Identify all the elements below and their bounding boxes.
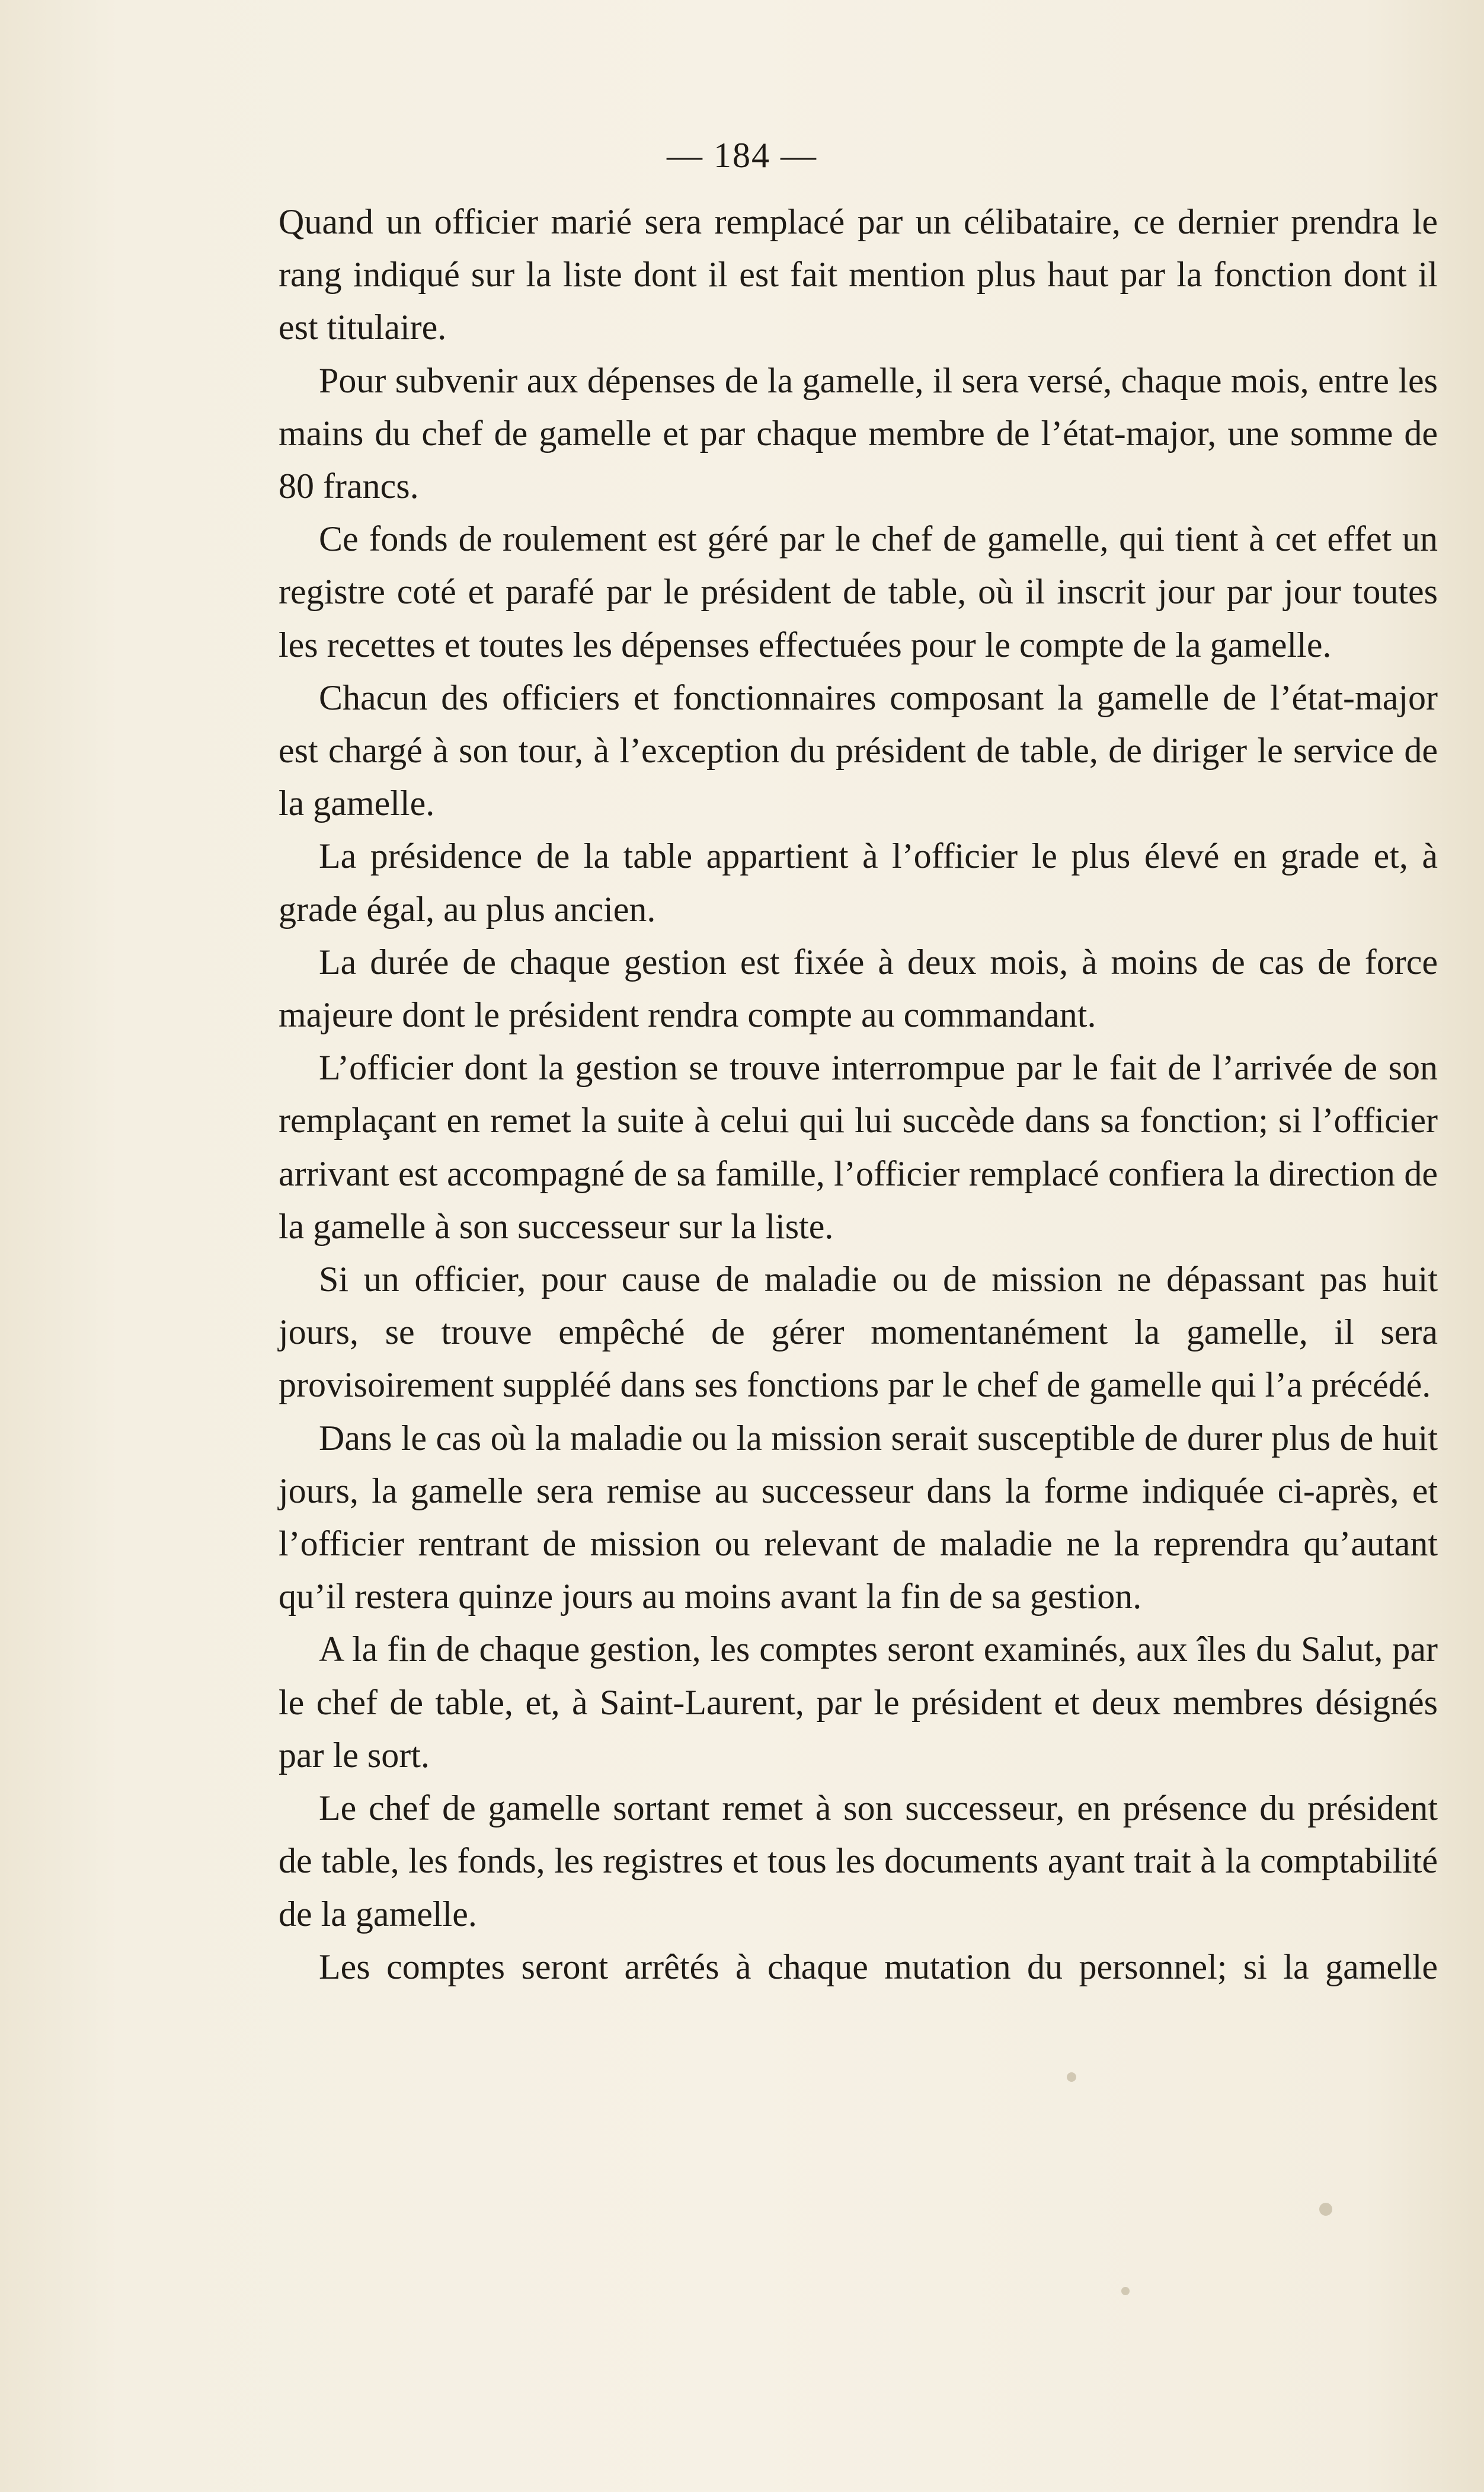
paper-speck xyxy=(1067,2072,1076,2082)
paragraph: Quand un officier marié sera remplacé par un célibataire, ce dernier prendra le rang indiqué sur la liste dont il est fait mention plus haut par la fonction dont il est titulaire. xyxy=(279,202,1438,347)
paragraph: La présidence de la table appartient à l’officier le plus élevé en grade et, à grade égal, au plus ancien. xyxy=(279,836,1438,929)
paragraph: Les comptes seront arrêtés à chaque mutation du personnel; si la gamelle xyxy=(319,1947,1438,1986)
paragraph: L’officier dont la gestion se trouve interrompue par le fait de l’arrivée de son remplaçant en remet la suite à celui qui lui succède dans sa fonction; si l’officier arrivant est accompagné de sa famille, l’officier remplacé confiera la direction de la gamelle à son successeur sur la liste. xyxy=(279,1048,1438,1246)
paper-speck xyxy=(1319,2203,1332,2216)
page-number: — 184 — xyxy=(667,136,817,175)
paragraph: Le chef de gamelle sortant remet à son successeur, en présence du président de table, les fonds, les registres et tous les documents ayant trait à la comptabilité de la gamelle. xyxy=(279,1788,1438,1934)
paragraph: La durée de chaque gestion est fixée à deux mois, à moins de cas de force majeure dont le président rendra compte au commandant. xyxy=(279,942,1438,1035)
paragraph: Pour subvenir aux dépenses de la gamelle, il sera versé, chaque mois, entre les mains du chef de gamelle et par chaque membre de l’état-major, une somme de 80 francs. xyxy=(279,360,1438,506)
paragraph: A la fin de chaque gestion, les comptes seront examinés, aux îles du Salut, par le chef de table, et, à Saint-Laurent, par le président et deux membres désignés par le sort. xyxy=(279,1630,1438,1775)
body-text xyxy=(279,196,1438,1993)
paragraph: Dans le cas où la maladie ou la mission serait susceptible de durer plus de huit jours, la gamelle sera remise au successeur dans la forme indiquée ci-après, et l’officier rentrant de mission ou relevant de maladie ne la reprendra qu’autant qu’il restera quinze jours au moins avant la fin de sa gestion. xyxy=(279,1418,1438,1616)
paragraph: Chacun des officiers et fonctionnaires composant la gamelle de l’état-major est chargé à son tour, à l’exception du président de table, de diriger le service de la gamelle. xyxy=(279,678,1438,823)
paragraph: Si un officier, pour cause de maladie ou de mission ne dépassant pas huit jours, se trouve empêché de gérer momentanément la gamelle, il sera provisoirement suppléé dans ses fonctions par le chef de gamelle qui l’a précédé. xyxy=(279,1260,1438,1405)
paragraph: Ce fonds de roulement est géré par le chef de gamelle, qui tient à cet effet un registre coté et parafé par le président de table, où il inscrit jour par jour toutes les recettes et toutes les dépenses effectuées pour le compte de la gamelle. xyxy=(279,519,1438,664)
paper-speck xyxy=(1121,2287,1130,2295)
